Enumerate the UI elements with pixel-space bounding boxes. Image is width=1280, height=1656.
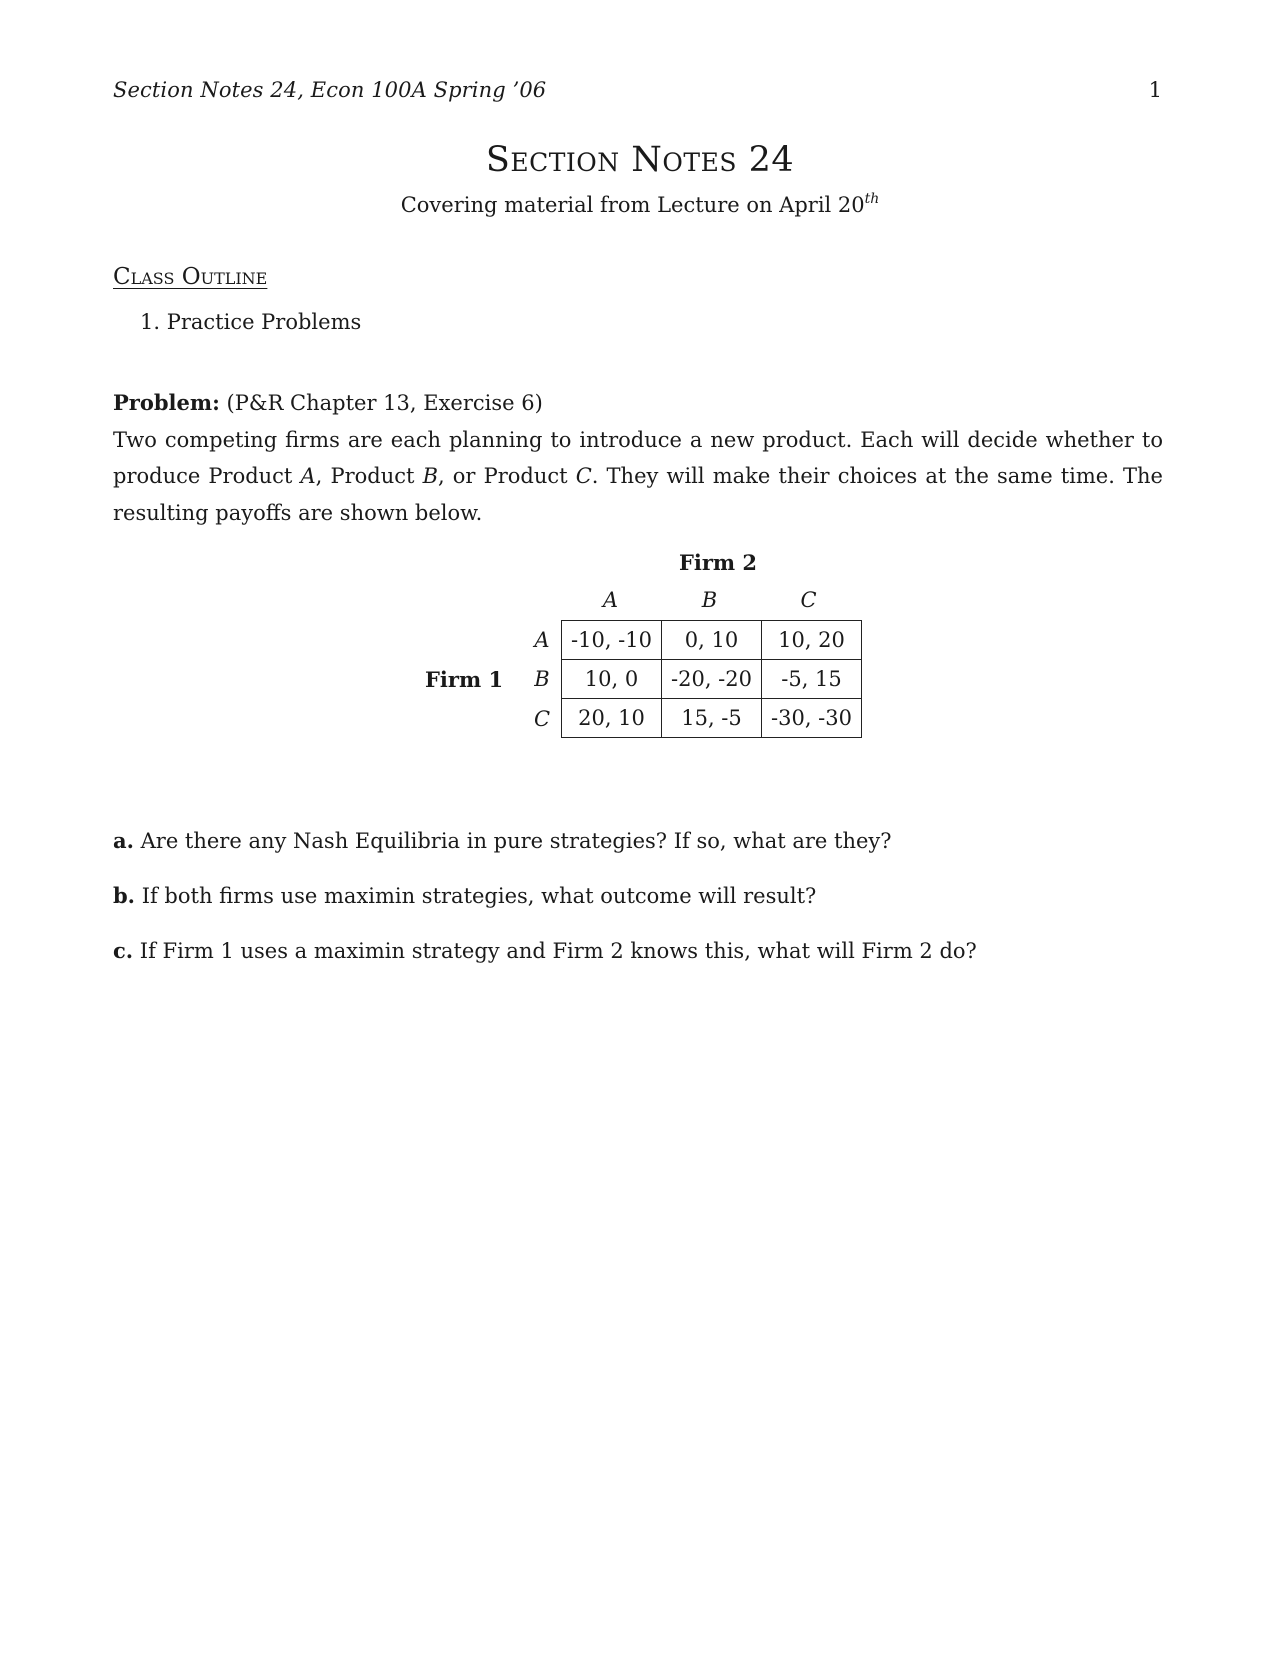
- question-text: If both firms use maximin strategies, what outcome will result?: [141, 884, 817, 908]
- question-b: [113, 883, 816, 908]
- matrix-row: [562, 621, 862, 660]
- question-label: b.: [113, 883, 135, 908]
- row-label-b: B: [534, 667, 550, 691]
- outline-item: 1. Practice Problems: [140, 310, 362, 334]
- subtitle-superscript: th: [864, 191, 880, 207]
- problem-body: [113, 422, 1163, 532]
- class-outline-list: [140, 310, 361, 334]
- row-label-c: C: [533, 707, 551, 731]
- problem-label: Problem:: [113, 390, 220, 415]
- product-a: A: [300, 464, 316, 488]
- column-label-c: C: [800, 588, 817, 612]
- payoff-matrix: [561, 620, 862, 738]
- payoff-cell: 20, 10: [562, 699, 662, 738]
- payoff-cell: 15, -5: [662, 699, 762, 738]
- payoff-cell: -5, 15: [762, 660, 862, 699]
- problem-source: (P&R Chapter 13, Exercise 6): [226, 391, 543, 415]
- problem-text: , or Product: [438, 464, 576, 488]
- row-player-label: Firm 1: [425, 667, 504, 692]
- question-c: [113, 938, 977, 963]
- problem-text: Two competing firms are each planning to introduce a new product. Each will decide whether to produce Product: [113, 427, 1163, 488]
- column-label-a: A: [602, 588, 619, 612]
- question-text: If Firm 1 uses a maximin strategy and Firm 2 knows this, what will Firm 2 do?: [139, 939, 977, 963]
- column-label-b: B: [701, 588, 718, 612]
- matrix-row: [562, 699, 862, 738]
- question-text: Are there any Nash Equilibria in pure strategies? If so, what are they?: [140, 829, 892, 853]
- problem-text: , Product: [315, 464, 423, 488]
- problem-heading: [113, 385, 1163, 422]
- payoff-cell: -30, -30: [762, 699, 862, 738]
- page-subtitle: [0, 193, 1280, 217]
- subtitle-text: Covering material from Lecture on April 20: [400, 193, 865, 217]
- question-label: a.: [113, 828, 134, 853]
- page-number: 1: [1148, 78, 1162, 102]
- problem-text: . They will make their choices at the same time. The resulting payoffs are shown below.: [113, 464, 1163, 525]
- question-label: c.: [113, 938, 134, 963]
- row-label-a: A: [534, 628, 550, 652]
- payoff-cell: 0, 10: [662, 621, 762, 660]
- product-b: B: [422, 464, 438, 488]
- matrix-row: [562, 660, 862, 699]
- class-outline-heading: Class Outline: [113, 264, 268, 290]
- question-a: [113, 828, 892, 853]
- running-header: Section Notes 24, Econ 100A Spring ’06: [113, 78, 547, 102]
- column-player-label: Firm 2: [678, 550, 758, 575]
- payoff-cell: -20, -20: [662, 660, 762, 699]
- payoff-cell: 10, 20: [762, 621, 862, 660]
- page-title: Section Notes 24: [485, 140, 795, 180]
- product-c: C: [575, 464, 592, 488]
- payoff-cell: -10, -10: [562, 621, 662, 660]
- payoff-cell: 10, 0: [562, 660, 662, 699]
- problem-statement: [113, 385, 1163, 531]
